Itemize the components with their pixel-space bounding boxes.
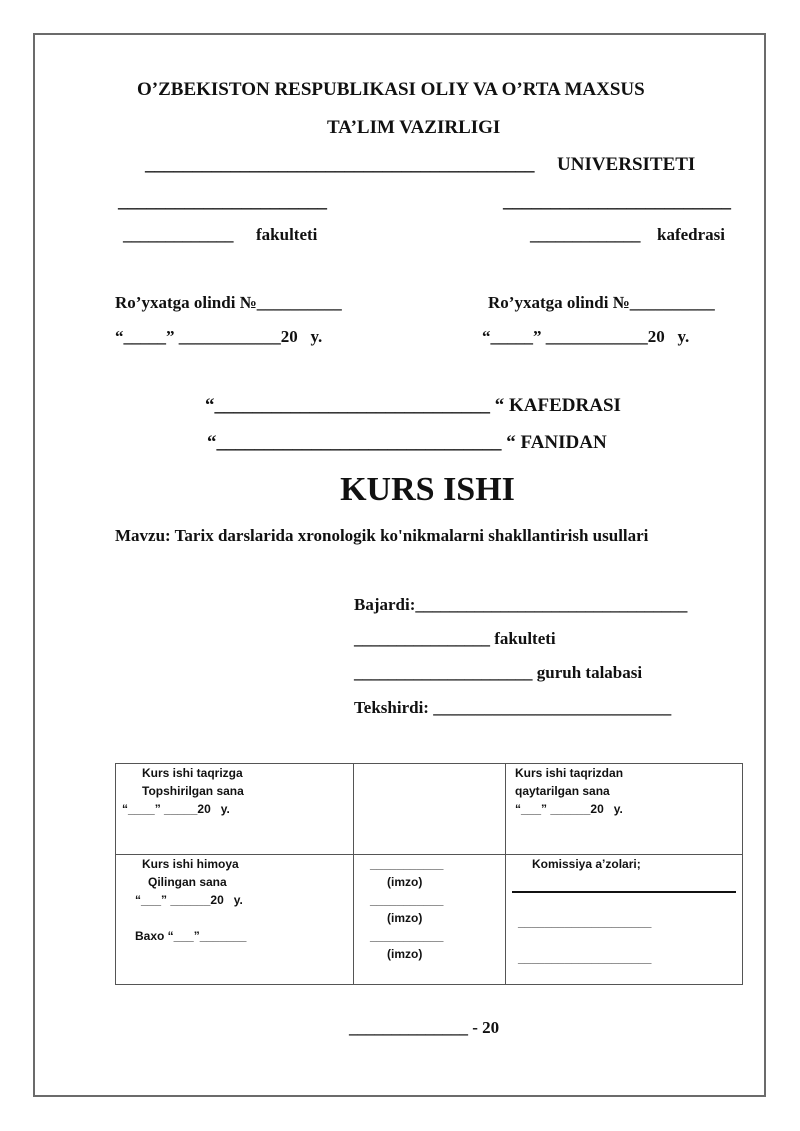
faculty-label: fakulteti — [256, 225, 318, 244]
registration-right-label: Ro’yxatga olindi №__________ — [488, 293, 715, 312]
fanidan-line: “______________________________ “ FANIDAN — [207, 432, 607, 453]
kafedra-blank: _____________ — [530, 225, 641, 244]
kafedra-line: “_____________________________ “ KAFEDRASI — [205, 395, 621, 416]
signature-blank-3: ___________ — [370, 929, 444, 943]
review-submitted-label-1: Kurs ishi taqrizga — [142, 766, 243, 780]
commission-line-2: ____________________ — [518, 915, 652, 929]
registration-left-date: “_____” ____________20 y. — [115, 327, 323, 346]
signature-label-3: (imzo) — [387, 947, 423, 961]
review-returned-label-2: qaytarilgan sana — [515, 784, 610, 798]
ministry-line-1: O’ZBEKISTON RESPUBLIKASI OLIY VA O’RTA MAXSUS — [137, 79, 645, 100]
signature-blank-2: ___________ — [370, 893, 444, 907]
signature-blank-1: ___________ — [370, 857, 444, 871]
left-blank-line: ______________________ — [118, 191, 327, 212]
footer-year-line: ______________ - 20 — [349, 1018, 500, 1037]
commission-line-3: ____________________ — [518, 951, 652, 965]
table-row-divider — [116, 854, 742, 855]
university-label: UNIVERSITETI — [557, 154, 696, 175]
faculty-blank: _____________ — [123, 225, 234, 244]
grade-line: Baxo “___”_______ — [135, 929, 247, 943]
performer-faculty-line: ________________ fakulteti — [354, 629, 556, 648]
table-divider-1 — [353, 764, 354, 984]
document-title: KURS ISHI — [340, 471, 515, 508]
bajardi-line: Bajardi:________________________________ — [354, 595, 688, 614]
defense-label-2: Qilingan sana — [148, 875, 227, 889]
review-returned-label-1: Kurs ishi taqrizdan — [515, 766, 624, 780]
university-blank: _________________________________________ — [145, 154, 535, 175]
commission-line-1 — [512, 891, 736, 893]
registration-left-label: Ro’yxatga olindi №__________ — [115, 293, 342, 312]
defense-date: “___” ______20 y. — [135, 893, 243, 907]
tekshirdi-line: Tekshirdi: ____________________________ — [354, 698, 672, 717]
topic: Mavzu: Tarix darslarida xronologik ko'nikmalarni shakllantirish usullari — [115, 526, 649, 545]
ministry-line-2: TA’LIM VAZIRLIGI — [327, 117, 501, 138]
kafedra-label: kafedrasi — [657, 225, 725, 244]
table-divider-2 — [505, 764, 506, 984]
commission-label: Komissiya a’zolari; — [532, 857, 641, 871]
signature-label-2: (imzo) — [387, 911, 423, 925]
review-returned-date: “___” ______20 y. — [515, 802, 623, 816]
defense-label-1: Kurs ishi himoya — [142, 857, 239, 871]
review-submitted-label-2: Topshirilgan sana — [142, 784, 244, 798]
signature-label-1: (imzo) — [387, 875, 423, 889]
group-line: _____________________ guruh talabasi — [354, 663, 643, 682]
right-blank-line: ________________________ — [503, 191, 731, 212]
registration-right-date: “_____” ____________20 y. — [482, 327, 690, 346]
review-submitted-date: “____” _____20 y. — [122, 802, 230, 816]
